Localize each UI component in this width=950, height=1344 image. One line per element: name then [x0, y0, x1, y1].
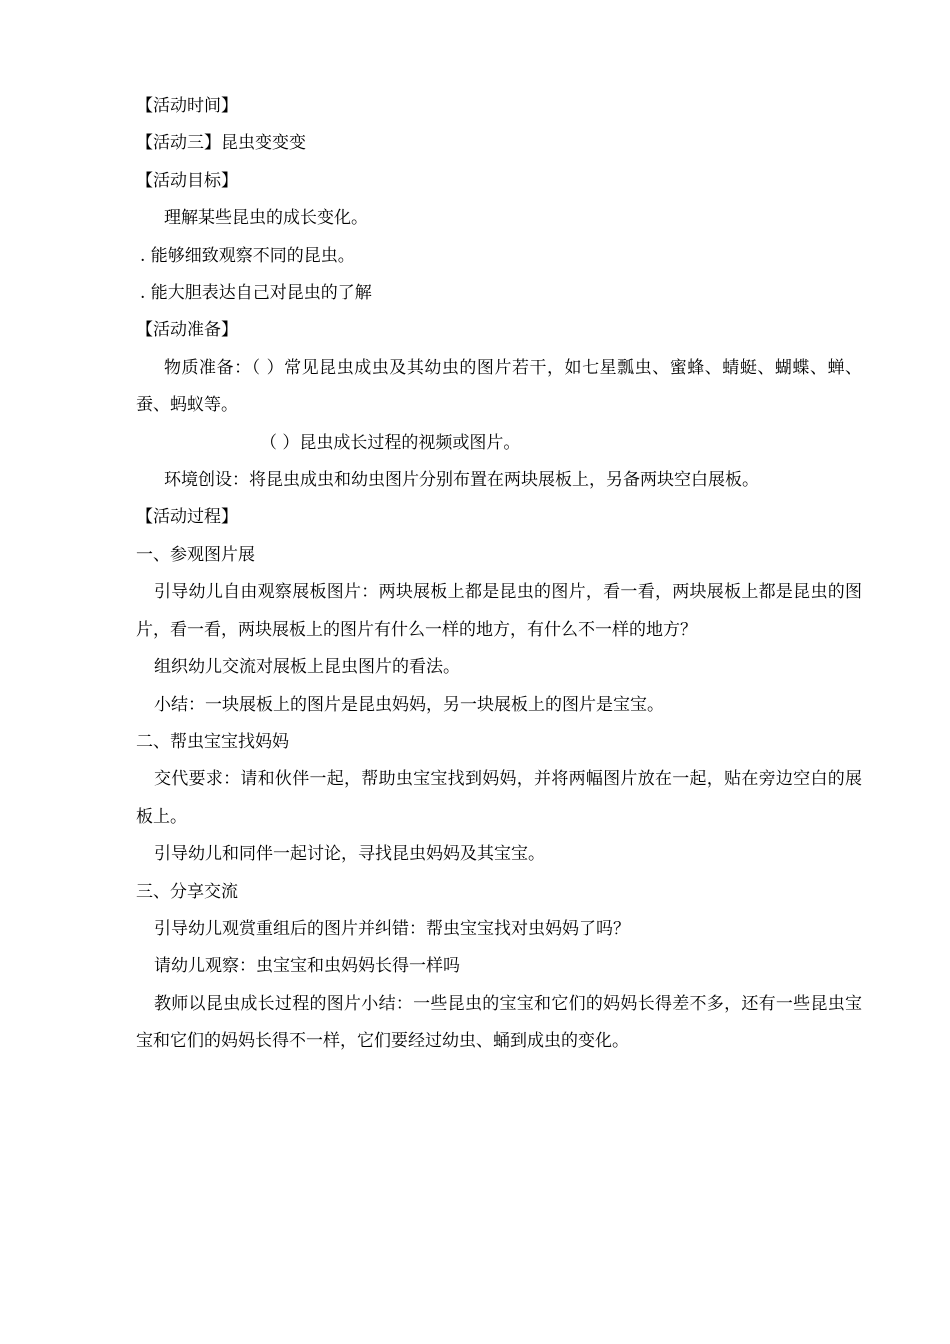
- process-summary-2: 教师以昆虫成长过程的图片小结：一些昆虫的宝宝和它们的妈妈长得差不多，还有一些昆虫宝宝和它们的妈妈长得不一样，它们要经过幼虫、蛹到成虫的变化。: [136, 993, 862, 1052]
- heading-activity-preparation: 【活动准备】: [136, 320, 238, 341]
- heading-activity-goals: 【活动目标】: [136, 170, 238, 191]
- goal-item-2: . 能够细致观察不同的昆虫。: [140, 245, 355, 266]
- document-page: [136, 88, 862, 1061]
- heading-activity-process: 【活动过程】: [136, 507, 238, 528]
- heading-activity-time: 【活动时间】: [136, 96, 238, 116]
- environment-setup: 环境创设：将昆虫成虫和幼虫图片分别布置在两块展板上，另备两块空白展板。: [164, 470, 759, 491]
- process-paragraph-1: 引导幼儿自由观察展板图片：两块展板上都是昆虫的图片，看一看，两块展板上都是昆虫的图片，看一看，两块展板上的图片有什么一样的地方，有什么不一样的地方？: [136, 582, 862, 640]
- section-heading-2: 二、帮虫宝宝找妈妈: [136, 731, 289, 752]
- process-summary-1: 小结：一块展板上的图片是昆虫妈妈，另一块展板上的图片是宝宝。: [154, 694, 664, 715]
- material-preparation: 物质准备：（ ）常见昆虫成虫及其幼虫的图片若干，如七星瓢虫、蜜蜂、蜻蜓、蝴蝶、蝉、蚕、蚂蚁等。: [136, 357, 862, 416]
- process-paragraph-2: 组织幼儿交流对展板上昆虫图片的看法。: [154, 657, 460, 678]
- process-paragraph-4: 引导幼儿和同伴一起讨论，寻找昆虫妈妈及其宝宝。: [154, 844, 545, 865]
- section-heading-3: 三、分享交流: [136, 881, 238, 902]
- heading-activity-three: 【活动三】昆虫变变变: [136, 133, 306, 154]
- goal-item-1: 理解某些昆虫的成长变化。: [164, 208, 368, 229]
- process-paragraph-3: 交代要求：请和伙伴一起，帮助虫宝宝找到妈妈，并将两幅图片放在一起，贴在旁边空白的展板上。: [136, 769, 862, 827]
- material-preparation-item-2: （ ）昆虫成长过程的视频或图片。: [260, 432, 521, 453]
- section-heading-1: 一、参观图片展: [136, 544, 255, 565]
- goal-item-3: . 能大胆表达自己对昆虫的了解: [140, 283, 372, 304]
- process-paragraph-5: 引导幼儿观赏重组后的图片并纠错：帮虫宝宝找对虫妈妈了吗？: [154, 918, 630, 939]
- process-paragraph-6: 请幼儿观察：虫宝宝和虫妈妈长得一样吗: [154, 956, 460, 977]
